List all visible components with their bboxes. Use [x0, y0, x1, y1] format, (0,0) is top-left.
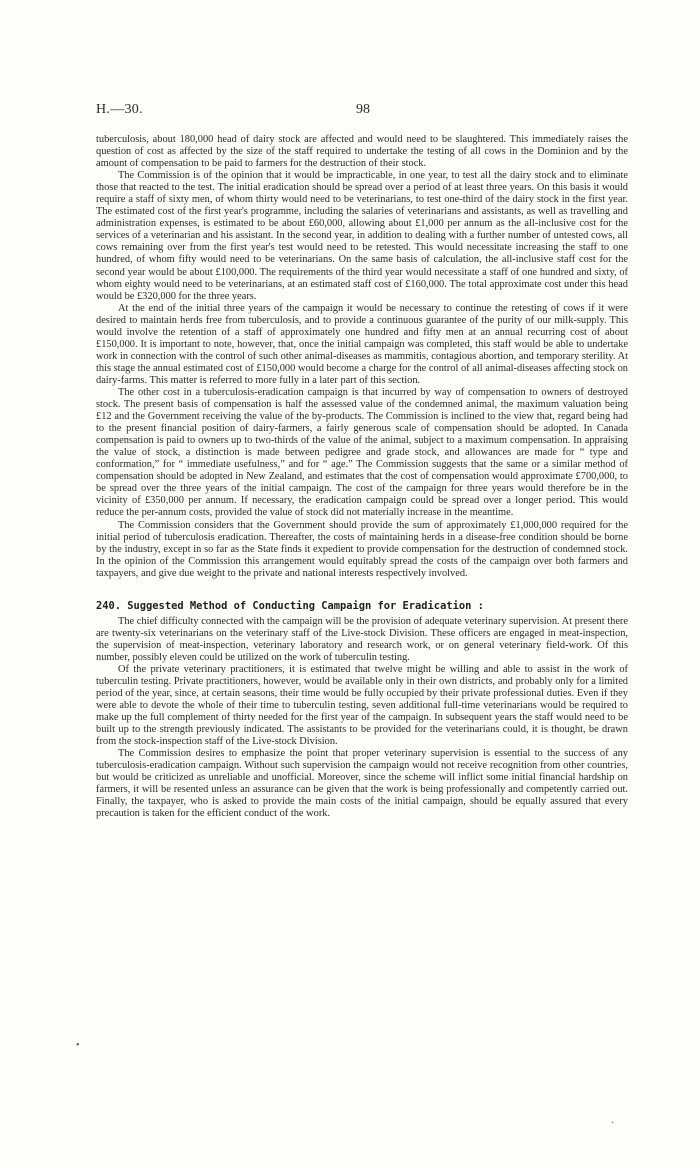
- stray-mark-dot: ·: [611, 1118, 615, 1129]
- body-text: [96, 134, 628, 821]
- page-number: 98: [356, 102, 370, 117]
- paragraph-emphasis: The Commission desires to emphasize the point that proper veterinary supervision is essential to the success of any tuberculosis-eradication campaign. Without such supervision the campaign would not receive recognition from other countries, but would be criticized as unreliable and unofficial. Moreover, since the scheme will inflict some initial financial hardship on farmers, it will be resented unless an assurance can be given that the work is being professionally and competently carried out. Finally, the taxpayer, who is asked to provide the main costs of the initial campaign, should be equally assured that every precaution is taken for the efficient conduct of the work.: [96, 748, 628, 820]
- stray-mark-dot: •: [76, 1040, 80, 1051]
- paragraph-compensation: The other cost in a tuberculosis-eradication campaign is that incurred by way of compensation to owners of destroyed stock. The present basis of compensation is half the assessed value of the condemned animal, the maximum valuation being £12 and the Government receiving the value of the by-products. The Commission is inclined to the view that, regard being had to the present financial position of dairy-farmers, a fairly generous scale of compensation should be adopted. In Canada compensation is paid to owners up to two-thirds of the value of the animal, subject to a maximum compensation. In appraising the value of stock, a distinction is made between pedigree and grade stock, and allowances are made for “ type and conformation,” for “ immediate usefulness,” and for “ age.” The Commission suggests that the same or a similar method of compensation should be adopted in New Zealand, and estimates that the cost of compensation would approximate £700,000, to be spread over the three years of the initial campaign. The cost of the campaign for three years would therefore be in the vicinity of £350,000 per annum. If necessary, the eradication campaign could be spread over a longer period. This would reduce the per-annum costs, provided the value of stock did not materially increase in the meantime.: [96, 386, 628, 519]
- paragraph-private-practitioners: Of the private veterinary practitioners, it is estimated that twelve might be willing and able to assist in the work of tuberculin testing. Private practitioners, however, would be available only in their own districts, and probably only for a limited period of the year, since, at certain seasons, their time would be fully occupied by their private professional duties. Even if they were able to devote the whole of their time to tuberculin testing, seven additional full-time veterinarians would be required to make up the full complement of thirty needed for the first year of the campaign. In subsequent years the staff would need to be built up to the strength previously indicated. The assistants to be provided for the veterinarians could, it is thought, be drawn from the stock-inspection staff of the Live-stock Division.: [96, 663, 628, 748]
- document-reference: H.—30.: [96, 102, 143, 117]
- paragraph-staff-cost: The Commission is of the opinion that it would be impracticable, in one year, to test all the dairy stock and to eliminate those that reacted to the test. The initial eradication should be spread over a period of at least three years. On this basis it would require a staff of sixty men, of whom thirty would need to be veterinarians, to test one-third of the dairy stock in the first year. The estimated cost of the first year's programme, including the salaries of veterinarians and assistants, as well as travelling and administration expenses, is estimated to be about £60,000, allowing about £1,000 per annum as the all-inclusive cost for the services of a veterinarian and his assistant. In the second year, in addition to dealing with a further number of untested cows, all cows remaining over from the first year's test would need to be retested. This would necessitate increasing the staff to one hundred, of whom fifty would need to be veterinarians. On the same basis of calculation, the all-inclusive staff cost for the second year would be about £100,000. The requirements of the third year would necessitate a staff of one hundred and sixty, of whom eighty would need to be veterinarians, at an estimated staff cost of £160,000. The total approximate cost under this head would be £320,000 for the three years.: [96, 170, 628, 302]
- page-header: [96, 102, 616, 122]
- paragraph-supervision: The chief difficulty connected with the campaign will be the provision of adequate veterinary supervision. At present there are twenty-six veterinarians on the veterinary staff of the Live-stock Division. These officers are engaged in meat-inspection, the supervision of meat-inspection, veterinary laboratory and research work, or on general veterinary field-work. Of this number, possibly eleven could be utilized on the work of tuberculin testing.: [96, 615, 628, 663]
- paragraph-government-funding: The Commission considers that the Government should provide the sum of approximately £1,000,000 required for the initial period of tuberculosis eradication. Thereafter, the costs of maintaining herds in a disease-free condition should be borne by the industry, except in so far as the State finds it expedient to provide compensation for the destruction of condemned stock. In the opinion of the Commission this arrangement would equitably spread the costs of the campaign over both farmers and taxpayers, and give due weight to the private and national interests respectively involved.: [96, 519, 628, 579]
- paragraph-continued: tuberculosis, about 180,000 head of dairy stock are affected and would need to be slaughtered. This immediately raises the question of cost as affected by the size of the staff required to undertake the testing of all cows in the Dominion and by the amount of compensation to be paid to farmers for the destruction of their stock.: [96, 134, 628, 170]
- paragraph-retesting: At the end of the initial three years of the campaign it would be necessary to continue the retesting of cows if it were desired to maintain herds free from tuberculosis, and to provide a continuous guarantee of the purity of our milk-supply. This would involve the retention of a staff of approximately one hundred and fifty men at an annual recurring cost of about £150,000. It is important to note, however, that, once the initial campaign was completed, this staff would be able to undertake work in connection with the control of such other animal-diseases as mammitis, contagious abortion, and temporary sterility. At this stage the annual estimated cost of £150,000 would become a charge for the control of all animal-diseases affecting stock on dairy-farms. This matter is referred to more fully in a later part of this section.: [96, 302, 628, 386]
- section-heading: 240. Suggested Method of Conducting Campaign for Eradication :: [96, 599, 484, 612]
